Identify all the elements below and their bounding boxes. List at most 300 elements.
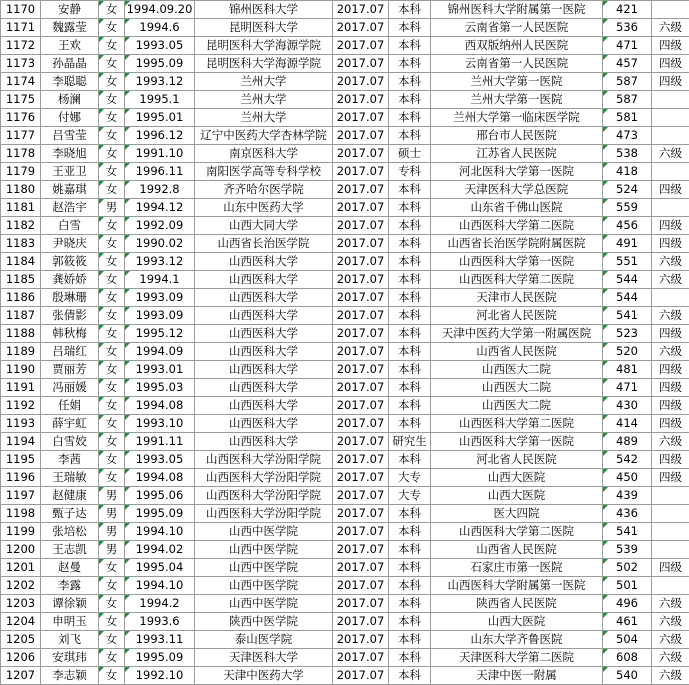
school-cell[interactable]: 山西医科大学 bbox=[195, 271, 333, 289]
hospital-cell[interactable]: 山西医大二院 bbox=[431, 379, 603, 397]
table-row[interactable] bbox=[1, 55, 689, 73]
table-row[interactable] bbox=[1, 505, 689, 523]
degree-cell[interactable]: 本科 bbox=[389, 343, 431, 361]
graduation-cell[interactable]: 2017.07 bbox=[333, 145, 389, 163]
hospital-cell[interactable]: 山西医科大学附属第一医院 bbox=[431, 577, 603, 595]
gender-cell[interactable]: 女 bbox=[99, 289, 125, 307]
score-cell[interactable]: 471 bbox=[603, 37, 652, 55]
graduation-cell[interactable]: 2017.07 bbox=[333, 487, 389, 505]
name-cell[interactable]: 张倩影 bbox=[41, 307, 99, 325]
graduation-cell[interactable]: 2017.07 bbox=[333, 505, 389, 523]
name-cell[interactable]: 安静 bbox=[41, 1, 99, 19]
degree-cell[interactable]: 本科 bbox=[389, 91, 431, 109]
school-cell[interactable]: 山西省长治医学院 bbox=[195, 235, 333, 253]
gender-cell[interactable]: 女 bbox=[99, 631, 125, 649]
hospital-cell[interactable]: 医大四院 bbox=[431, 505, 603, 523]
id-cell[interactable]: 1180 bbox=[1, 181, 41, 199]
birth-date-cell[interactable]: 1993.12 bbox=[125, 253, 195, 271]
table-row[interactable] bbox=[1, 181, 689, 199]
birth-date-cell[interactable]: 1991.10 bbox=[125, 145, 195, 163]
birth-date-cell[interactable]: 1994.1 bbox=[125, 271, 195, 289]
degree-cell[interactable]: 本科 bbox=[389, 361, 431, 379]
birth-date-cell[interactable]: 1994.10 bbox=[125, 523, 195, 541]
id-cell[interactable]: 1174 bbox=[1, 73, 41, 91]
name-cell[interactable]: 赵健康 bbox=[41, 487, 99, 505]
table-row[interactable] bbox=[1, 73, 689, 91]
english-level-cell[interactable] bbox=[652, 505, 689, 523]
graduation-cell[interactable]: 2017.07 bbox=[333, 127, 389, 145]
table-row[interactable] bbox=[1, 91, 689, 109]
hospital-cell[interactable]: 山西省人民医院 bbox=[431, 541, 603, 559]
english-level-cell[interactable]: 四级 bbox=[652, 325, 689, 343]
score-cell[interactable]: 544 bbox=[603, 271, 652, 289]
id-cell[interactable]: 1192 bbox=[1, 397, 41, 415]
id-cell[interactable]: 1193 bbox=[1, 415, 41, 433]
table-row[interactable] bbox=[1, 379, 689, 397]
graduation-cell[interactable]: 2017.07 bbox=[333, 541, 389, 559]
birth-date-cell[interactable]: 1993.09 bbox=[125, 289, 195, 307]
hospital-cell[interactable]: 江苏省人民医院 bbox=[431, 145, 603, 163]
table-row[interactable] bbox=[1, 163, 689, 181]
graduation-cell[interactable]: 2017.07 bbox=[333, 73, 389, 91]
table-row[interactable] bbox=[1, 559, 689, 577]
gender-cell[interactable]: 女 bbox=[99, 253, 125, 271]
hospital-cell[interactable]: 河北医科大学第一医院 bbox=[431, 163, 603, 181]
gender-cell[interactable]: 女 bbox=[99, 91, 125, 109]
school-cell[interactable]: 昆明医科大学海源学院 bbox=[195, 37, 333, 55]
hospital-cell[interactable]: 山西大医院 bbox=[431, 469, 603, 487]
school-cell[interactable]: 天津中医药大学 bbox=[195, 667, 333, 685]
score-cell[interactable]: 541 bbox=[603, 523, 652, 541]
hospital-cell[interactable]: 山西医大二院 bbox=[431, 361, 603, 379]
school-cell[interactable]: 山西医科大学 bbox=[195, 415, 333, 433]
name-cell[interactable]: 甄子达 bbox=[41, 505, 99, 523]
hospital-cell[interactable]: 山东省千佛山医院 bbox=[431, 199, 603, 217]
id-cell[interactable]: 1177 bbox=[1, 127, 41, 145]
gender-cell[interactable]: 女 bbox=[99, 379, 125, 397]
id-cell[interactable]: 1184 bbox=[1, 253, 41, 271]
graduation-cell[interactable]: 2017.07 bbox=[333, 613, 389, 631]
id-cell[interactable]: 1203 bbox=[1, 595, 41, 613]
birth-date-cell[interactable]: 1993.05 bbox=[125, 37, 195, 55]
birth-date-cell[interactable]: 1993.05 bbox=[125, 451, 195, 469]
name-cell[interactable]: 白雪 bbox=[41, 217, 99, 235]
name-cell[interactable]: 李聪聪 bbox=[41, 73, 99, 91]
hospital-cell[interactable]: 河北省人民医院 bbox=[431, 307, 603, 325]
birth-date-cell[interactable]: 1995.09 bbox=[125, 505, 195, 523]
name-cell[interactable]: 魏露莹 bbox=[41, 19, 99, 37]
gender-cell[interactable]: 女 bbox=[99, 577, 125, 595]
hospital-cell[interactable]: 山西医大二院 bbox=[431, 397, 603, 415]
name-cell[interactable]: 付娜 bbox=[41, 109, 99, 127]
table-row[interactable] bbox=[1, 289, 689, 307]
degree-cell[interactable]: 本科 bbox=[389, 127, 431, 145]
school-cell[interactable]: 山西医科大学 bbox=[195, 343, 333, 361]
score-cell[interactable]: 436 bbox=[603, 505, 652, 523]
gender-cell[interactable]: 女 bbox=[99, 433, 125, 451]
hospital-cell[interactable]: 山西医科大学第二医院 bbox=[431, 217, 603, 235]
english-level-cell[interactable]: 四级 bbox=[652, 37, 689, 55]
english-level-cell[interactable] bbox=[652, 127, 689, 145]
hospital-cell[interactable]: 山西省人民医院 bbox=[431, 343, 603, 361]
birth-date-cell[interactable]: 1993.6 bbox=[125, 613, 195, 631]
id-cell[interactable]: 1176 bbox=[1, 109, 41, 127]
english-level-cell[interactable]: 六级 bbox=[652, 613, 689, 631]
table-row[interactable] bbox=[1, 253, 689, 271]
id-cell[interactable]: 1173 bbox=[1, 55, 41, 73]
school-cell[interactable]: 齐齐哈尔医学院 bbox=[195, 181, 333, 199]
name-cell[interactable]: 李志颖 bbox=[41, 667, 99, 685]
table-row[interactable] bbox=[1, 469, 689, 487]
birth-date-cell[interactable]: 1995.09 bbox=[125, 649, 195, 667]
table-row[interactable] bbox=[1, 523, 689, 541]
score-cell[interactable]: 551 bbox=[603, 253, 652, 271]
id-cell[interactable]: 1197 bbox=[1, 487, 41, 505]
english-level-cell[interactable] bbox=[652, 163, 689, 181]
english-level-cell[interactable]: 六级 bbox=[652, 595, 689, 613]
id-cell[interactable]: 1189 bbox=[1, 343, 41, 361]
english-level-cell[interactable] bbox=[652, 577, 689, 595]
gender-cell[interactable]: 男 bbox=[99, 487, 125, 505]
graduation-cell[interactable]: 2017.07 bbox=[333, 253, 389, 271]
score-cell[interactable]: 559 bbox=[603, 199, 652, 217]
english-level-cell[interactable] bbox=[652, 91, 689, 109]
english-level-cell[interactable]: 四级 bbox=[652, 451, 689, 469]
hospital-cell[interactable]: 云南省第一人民医院 bbox=[431, 55, 603, 73]
score-cell[interactable]: 502 bbox=[603, 559, 652, 577]
hospital-cell[interactable]: 山西医科大学第二医院 bbox=[431, 271, 603, 289]
english-level-cell[interactable]: 四级 bbox=[652, 559, 689, 577]
birth-date-cell[interactable]: 1993.12 bbox=[125, 73, 195, 91]
graduation-cell[interactable]: 2017.07 bbox=[333, 595, 389, 613]
table-row[interactable] bbox=[1, 541, 689, 559]
id-cell[interactable]: 1183 bbox=[1, 235, 41, 253]
graduation-cell[interactable]: 2017.07 bbox=[333, 37, 389, 55]
hospital-cell[interactable]: 河北省人民医院 bbox=[431, 451, 603, 469]
school-cell[interactable]: 山西中医学院 bbox=[195, 577, 333, 595]
birth-date-cell[interactable]: 1994.12 bbox=[125, 199, 195, 217]
degree-cell[interactable]: 本科 bbox=[389, 613, 431, 631]
score-cell[interactable]: 504 bbox=[603, 631, 652, 649]
id-cell[interactable]: 1172 bbox=[1, 37, 41, 55]
table-row[interactable] bbox=[1, 595, 689, 613]
name-cell[interactable]: 吕瑞红 bbox=[41, 343, 99, 361]
table-row[interactable] bbox=[1, 415, 689, 433]
graduation-cell[interactable]: 2017.07 bbox=[333, 433, 389, 451]
hospital-cell[interactable]: 锦州医科大学附属第一医院 bbox=[431, 1, 603, 19]
degree-cell[interactable]: 本科 bbox=[389, 595, 431, 613]
gender-cell[interactable]: 女 bbox=[99, 37, 125, 55]
name-cell[interactable]: 王欢 bbox=[41, 37, 99, 55]
graduation-cell[interactable]: 2017.07 bbox=[333, 397, 389, 415]
score-cell[interactable]: 414 bbox=[603, 415, 652, 433]
english-level-cell[interactable]: 六级 bbox=[652, 19, 689, 37]
id-cell[interactable]: 1201 bbox=[1, 559, 41, 577]
gender-cell[interactable]: 女 bbox=[99, 451, 125, 469]
graduation-cell[interactable]: 2017.07 bbox=[333, 559, 389, 577]
graduation-cell[interactable]: 2017.07 bbox=[333, 307, 389, 325]
english-level-cell[interactable]: 四级 bbox=[652, 217, 689, 235]
hospital-cell[interactable]: 山西医科大学第二医院 bbox=[431, 415, 603, 433]
english-level-cell[interactable]: 四级 bbox=[652, 73, 689, 91]
hospital-cell[interactable]: 天津中医一附属 bbox=[431, 667, 603, 685]
graduation-cell[interactable]: 2017.07 bbox=[333, 667, 389, 685]
hospital-cell[interactable]: 山西医科大学第二医院 bbox=[431, 523, 603, 541]
birth-date-cell[interactable]: 1992.8 bbox=[125, 181, 195, 199]
name-cell[interactable]: 李晓旭 bbox=[41, 145, 99, 163]
table-row[interactable] bbox=[1, 235, 689, 253]
english-level-cell[interactable]: 六级 bbox=[652, 649, 689, 667]
graduation-cell[interactable]: 2017.07 bbox=[333, 577, 389, 595]
english-level-cell[interactable]: 六级 bbox=[652, 145, 689, 163]
graduation-cell[interactable]: 2017.07 bbox=[333, 1, 389, 19]
name-cell[interactable]: 王志凯 bbox=[41, 541, 99, 559]
english-level-cell[interactable]: 四级 bbox=[652, 235, 689, 253]
id-cell[interactable]: 1186 bbox=[1, 289, 41, 307]
graduation-cell[interactable]: 2017.07 bbox=[333, 181, 389, 199]
name-cell[interactable]: 郭筱筱 bbox=[41, 253, 99, 271]
gender-cell[interactable]: 女 bbox=[99, 217, 125, 235]
id-cell[interactable]: 1185 bbox=[1, 271, 41, 289]
graduation-cell[interactable]: 2017.07 bbox=[333, 649, 389, 667]
english-level-cell[interactable]: 四级 bbox=[652, 361, 689, 379]
gender-cell[interactable]: 女 bbox=[99, 469, 125, 487]
score-cell[interactable]: 473 bbox=[603, 127, 652, 145]
hospital-cell[interactable]: 云南省第一人民医院 bbox=[431, 19, 603, 37]
table-row[interactable] bbox=[1, 109, 689, 127]
name-cell[interactable]: 任娟 bbox=[41, 397, 99, 415]
graduation-cell[interactable]: 2017.07 bbox=[333, 631, 389, 649]
gender-cell[interactable]: 女 bbox=[99, 145, 125, 163]
school-cell[interactable]: 昆明医科大学海源学院 bbox=[195, 55, 333, 73]
degree-cell[interactable]: 本科 bbox=[389, 253, 431, 271]
score-cell[interactable]: 439 bbox=[603, 487, 652, 505]
name-cell[interactable]: 白雪姣 bbox=[41, 433, 99, 451]
school-cell[interactable]: 山东中医药大学 bbox=[195, 199, 333, 217]
name-cell[interactable]: 孙晶晶 bbox=[41, 55, 99, 73]
name-cell[interactable]: 吕雪莹 bbox=[41, 127, 99, 145]
school-cell[interactable]: 山西医科大学 bbox=[195, 397, 333, 415]
school-cell[interactable]: 山西医科大学 bbox=[195, 253, 333, 271]
school-cell[interactable]: 天津医科大学 bbox=[195, 649, 333, 667]
birth-date-cell[interactable]: 1993.09 bbox=[125, 307, 195, 325]
birth-date-cell[interactable]: 1995.06 bbox=[125, 487, 195, 505]
id-cell[interactable]: 1191 bbox=[1, 379, 41, 397]
gender-cell[interactable]: 女 bbox=[99, 163, 125, 181]
hospital-cell[interactable]: 西双版纳州人民医院 bbox=[431, 37, 603, 55]
english-level-cell[interactable]: 四级 bbox=[652, 469, 689, 487]
degree-cell[interactable]: 本科 bbox=[389, 217, 431, 235]
name-cell[interactable]: 贾丽芳 bbox=[41, 361, 99, 379]
birth-date-cell[interactable]: 1994.2 bbox=[125, 595, 195, 613]
degree-cell[interactable]: 大专 bbox=[389, 487, 431, 505]
hospital-cell[interactable]: 兰州大学第一医院 bbox=[431, 91, 603, 109]
hospital-cell[interactable]: 山西省长治医学院附属医院 bbox=[431, 235, 603, 253]
school-cell[interactable]: 山西医科大学 bbox=[195, 289, 333, 307]
score-cell[interactable]: 542 bbox=[603, 451, 652, 469]
name-cell[interactable]: 韩秋梅 bbox=[41, 325, 99, 343]
school-cell[interactable]: 昆明医科大学 bbox=[195, 19, 333, 37]
id-cell[interactable]: 1200 bbox=[1, 541, 41, 559]
table-row[interactable] bbox=[1, 577, 689, 595]
degree-cell[interactable]: 本科 bbox=[389, 379, 431, 397]
degree-cell[interactable]: 专科 bbox=[389, 163, 431, 181]
gender-cell[interactable]: 女 bbox=[99, 415, 125, 433]
score-cell[interactable]: 541 bbox=[603, 307, 652, 325]
id-cell[interactable]: 1182 bbox=[1, 217, 41, 235]
score-cell[interactable]: 538 bbox=[603, 145, 652, 163]
name-cell[interactable]: 殷琳珊 bbox=[41, 289, 99, 307]
name-cell[interactable]: 尹晓庆 bbox=[41, 235, 99, 253]
degree-cell[interactable]: 本科 bbox=[389, 505, 431, 523]
id-cell[interactable]: 1202 bbox=[1, 577, 41, 595]
birth-date-cell[interactable]: 1994.08 bbox=[125, 469, 195, 487]
graduation-cell[interactable]: 2017.07 bbox=[333, 343, 389, 361]
table-row[interactable] bbox=[1, 649, 689, 667]
school-cell[interactable]: 山西医科大学 bbox=[195, 325, 333, 343]
hospital-cell[interactable]: 天津医科大学第二医院 bbox=[431, 649, 603, 667]
graduation-cell[interactable]: 2017.07 bbox=[333, 325, 389, 343]
name-cell[interactable]: 杨澜 bbox=[41, 91, 99, 109]
school-cell[interactable]: 山西中医学院 bbox=[195, 523, 333, 541]
id-cell[interactable]: 1205 bbox=[1, 631, 41, 649]
degree-cell[interactable]: 本科 bbox=[389, 289, 431, 307]
id-cell[interactable]: 1187 bbox=[1, 307, 41, 325]
school-cell[interactable]: 山西医科大学汾阳学院 bbox=[195, 451, 333, 469]
gender-cell[interactable]: 女 bbox=[99, 109, 125, 127]
gender-cell[interactable]: 女 bbox=[99, 271, 125, 289]
table-row[interactable] bbox=[1, 667, 689, 685]
name-cell[interactable]: 李茜 bbox=[41, 451, 99, 469]
english-level-cell[interactable]: 四级 bbox=[652, 55, 689, 73]
school-cell[interactable]: 山西医科大学 bbox=[195, 361, 333, 379]
school-cell[interactable]: 山西中医学院 bbox=[195, 595, 333, 613]
gender-cell[interactable]: 男 bbox=[99, 199, 125, 217]
table-row[interactable] bbox=[1, 271, 689, 289]
degree-cell[interactable]: 本科 bbox=[389, 559, 431, 577]
degree-cell[interactable]: 本科 bbox=[389, 541, 431, 559]
gender-cell[interactable]: 女 bbox=[99, 235, 125, 253]
degree-cell[interactable]: 本科 bbox=[389, 325, 431, 343]
name-cell[interactable]: 王亚卫 bbox=[41, 163, 99, 181]
table-row[interactable] bbox=[1, 397, 689, 415]
birth-date-cell[interactable]: 1991.11 bbox=[125, 433, 195, 451]
id-cell[interactable]: 1181 bbox=[1, 199, 41, 217]
english-level-cell[interactable]: 四级 bbox=[652, 397, 689, 415]
table-row[interactable] bbox=[1, 307, 689, 325]
id-cell[interactable]: 1195 bbox=[1, 451, 41, 469]
id-cell[interactable]: 1175 bbox=[1, 91, 41, 109]
score-cell[interactable]: 581 bbox=[603, 109, 652, 127]
score-cell[interactable]: 496 bbox=[603, 595, 652, 613]
birth-date-cell[interactable]: 1996.11 bbox=[125, 163, 195, 181]
score-cell[interactable]: 450 bbox=[603, 469, 652, 487]
graduation-cell[interactable]: 2017.07 bbox=[333, 379, 389, 397]
english-level-cell[interactable] bbox=[652, 199, 689, 217]
table-row[interactable] bbox=[1, 343, 689, 361]
gender-cell[interactable]: 男 bbox=[99, 523, 125, 541]
birth-date-cell[interactable]: 1995.03 bbox=[125, 379, 195, 397]
degree-cell[interactable]: 本科 bbox=[389, 1, 431, 19]
name-cell[interactable]: 赵浩宇 bbox=[41, 199, 99, 217]
school-cell[interactable]: 山西医科大学 bbox=[195, 433, 333, 451]
english-level-cell[interactable] bbox=[652, 523, 689, 541]
english-level-cell[interactable]: 六级 bbox=[652, 307, 689, 325]
score-cell[interactable]: 489 bbox=[603, 433, 652, 451]
table-row[interactable] bbox=[1, 1, 689, 19]
gender-cell[interactable]: 女 bbox=[99, 19, 125, 37]
name-cell[interactable]: 冯丽媛 bbox=[41, 379, 99, 397]
degree-cell[interactable]: 本科 bbox=[389, 235, 431, 253]
birth-date-cell[interactable]: 1993.10 bbox=[125, 415, 195, 433]
hospital-cell[interactable]: 山西医科大学第一医院 bbox=[431, 433, 603, 451]
score-cell[interactable]: 536 bbox=[603, 19, 652, 37]
id-cell[interactable]: 1170 bbox=[1, 1, 41, 19]
id-cell[interactable]: 1179 bbox=[1, 163, 41, 181]
degree-cell[interactable]: 本科 bbox=[389, 199, 431, 217]
gender-cell[interactable]: 男 bbox=[99, 541, 125, 559]
table-row[interactable] bbox=[1, 127, 689, 145]
gender-cell[interactable]: 女 bbox=[99, 73, 125, 91]
score-cell[interactable]: 481 bbox=[603, 361, 652, 379]
birth-date-cell[interactable]: 1994.6 bbox=[125, 19, 195, 37]
gender-cell[interactable]: 女 bbox=[99, 55, 125, 73]
score-cell[interactable]: 421 bbox=[603, 1, 652, 19]
score-cell[interactable]: 501 bbox=[603, 577, 652, 595]
name-cell[interactable]: 薛宇虹 bbox=[41, 415, 99, 433]
school-cell[interactable]: 辽宁中医药大学杏林学院 bbox=[195, 127, 333, 145]
gender-cell[interactable]: 女 bbox=[99, 667, 125, 685]
degree-cell[interactable]: 本科 bbox=[389, 271, 431, 289]
school-cell[interactable]: 山西中医学院 bbox=[195, 559, 333, 577]
degree-cell[interactable]: 本科 bbox=[389, 19, 431, 37]
graduation-cell[interactable]: 2017.07 bbox=[333, 289, 389, 307]
degree-cell[interactable]: 本科 bbox=[389, 631, 431, 649]
table-row[interactable] bbox=[1, 217, 689, 235]
score-cell[interactable]: 587 bbox=[603, 73, 652, 91]
table-row[interactable] bbox=[1, 199, 689, 217]
score-cell[interactable]: 523 bbox=[603, 325, 652, 343]
english-level-cell[interactable]: 六级 bbox=[652, 433, 689, 451]
graduation-cell[interactable]: 2017.07 bbox=[333, 55, 389, 73]
graduation-cell[interactable]: 2017.07 bbox=[333, 523, 389, 541]
score-cell[interactable]: 544 bbox=[603, 289, 652, 307]
hospital-cell[interactable]: 天津市人民医院 bbox=[431, 289, 603, 307]
degree-cell[interactable]: 本科 bbox=[389, 73, 431, 91]
table-row[interactable] bbox=[1, 451, 689, 469]
english-level-cell[interactable] bbox=[652, 541, 689, 559]
school-cell[interactable]: 兰州大学 bbox=[195, 73, 333, 91]
hospital-cell[interactable]: 天津中医药大学第一附属医院 bbox=[431, 325, 603, 343]
degree-cell[interactable]: 本科 bbox=[389, 523, 431, 541]
english-level-cell[interactable]: 六级 bbox=[652, 343, 689, 361]
degree-cell[interactable]: 本科 bbox=[389, 649, 431, 667]
degree-cell[interactable]: 本科 bbox=[389, 55, 431, 73]
birth-date-cell[interactable]: 1994.10 bbox=[125, 577, 195, 595]
gender-cell[interactable]: 女 bbox=[99, 127, 125, 145]
score-cell[interactable]: 471 bbox=[603, 379, 652, 397]
degree-cell[interactable]: 本科 bbox=[389, 577, 431, 595]
birth-date-cell[interactable]: 1995.01 bbox=[125, 109, 195, 127]
name-cell[interactable]: 申明玉 bbox=[41, 613, 99, 631]
name-cell[interactable]: 安琪玮 bbox=[41, 649, 99, 667]
graduation-cell[interactable]: 2017.07 bbox=[333, 109, 389, 127]
english-level-cell[interactable]: 六级 bbox=[652, 631, 689, 649]
id-cell[interactable]: 1194 bbox=[1, 433, 41, 451]
gender-cell[interactable]: 女 bbox=[99, 181, 125, 199]
id-cell[interactable]: 1204 bbox=[1, 613, 41, 631]
score-cell[interactable]: 461 bbox=[603, 613, 652, 631]
